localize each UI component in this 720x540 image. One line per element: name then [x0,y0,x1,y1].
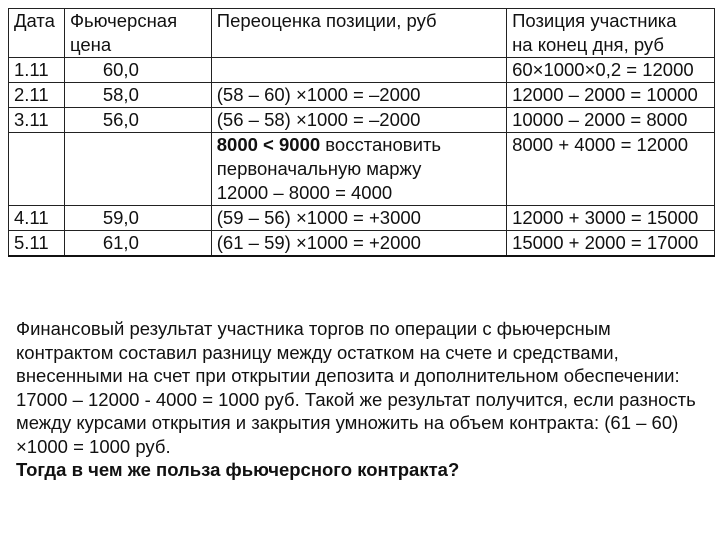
margin-call-line2: первоначальную маржу [216,158,422,179]
price-value: 60,0 [102,59,139,80]
cell-revaluation: (58 – 60) ×1000 = –2000 [211,83,506,108]
header-price [64,9,211,58]
price-value: 58,0 [102,84,139,105]
header-date: Дата [9,9,65,58]
cell-revaluation: (59 – 56) ×1000 = +3000 [211,206,506,231]
table-row [9,58,715,83]
table-header-row [9,9,715,58]
cell-position: 10000 – 2000 = 8000 [507,108,715,133]
margin-call-condition: 8000 < 9000 [216,134,321,155]
cell-position: 15000 + 2000 = 17000 [507,231,715,257]
cell-position: 12000 – 2000 = 10000 [507,83,715,108]
price-value: 59,0 [102,207,139,228]
margin-call-action: восстановить [320,134,442,155]
question-text: Тогда в чем же польза фьючерсного контракта? [16,459,460,480]
explanation-paragraph: Финансовый результат участника торгов по операции с фьючерсным контрактом составил разницу между остатком на счете и средствами, внесенными на счет при открытии депозита и дополнительном обеспечении: 17000 – 12000 - 4000 = 1000 руб. Такой же результат получится, если разность между курсами открытия и закрытия умножить на объем контракта: (61 – 60) ×1000 = 1000 руб. [16,318,696,457]
cell-date: 5.11 [9,231,65,257]
price-value: 61,0 [102,232,139,253]
table-row [9,108,715,133]
header-price-label: Фьючерсная цена [69,10,178,55]
cell-position: 12000 + 3000 = 15000 [507,206,715,231]
cell-revaluation [211,58,506,83]
cell-date: 4.11 [9,206,65,231]
table-row [9,83,715,108]
header-position-label: Позиция участника на конец дня, руб [512,10,677,55]
table-row [9,231,715,257]
margin-call-row [9,133,715,206]
cell-price [64,206,211,231]
cell-position: 8000 + 4000 = 12000 [507,133,715,206]
cell-revaluation: (61 – 59) ×1000 = +2000 [211,231,506,257]
explanation-note [16,317,712,482]
header-position [507,9,715,58]
cell-price [64,58,211,83]
cell-revaluation: (56 – 58) ×1000 = –2000 [211,108,506,133]
cell-price [64,231,211,257]
table-row [9,206,715,231]
cell-date-empty [9,133,65,206]
futures-table [8,8,715,257]
cell-price [64,83,211,108]
cell-price-empty [64,133,211,206]
margin-call-line3: 12000 – 8000 = 4000 [216,182,393,203]
cell-position: 60×1000×0,2 = 12000 [507,58,715,83]
cell-date: 3.11 [9,108,65,133]
margin-call-line1 [217,133,501,157]
price-value: 56,0 [102,109,139,130]
cell-margin-call [211,133,506,206]
header-revaluation: Переоценка позиции, руб [211,9,506,58]
cell-date: 2.11 [9,83,65,108]
cell-date: 1.11 [9,58,65,83]
cell-price [64,108,211,133]
